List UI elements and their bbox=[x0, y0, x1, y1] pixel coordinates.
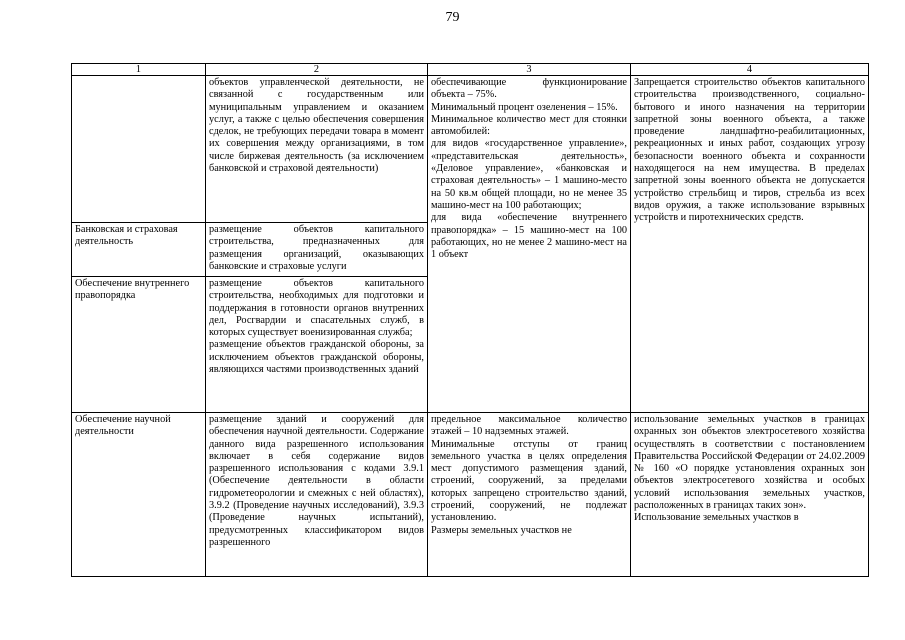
use-description-cell: размещение объектов капитального строительства, предназначенных для размещения организаций, оказывающих банковские и страховые услуги bbox=[206, 223, 428, 277]
use-type-cell bbox=[72, 76, 206, 223]
parameter-paragraph: Минимальный процент озеленения – 15%. bbox=[431, 101, 618, 113]
use-type-cell: Банковская и страховая деятельность bbox=[72, 223, 206, 277]
restrictions-cell bbox=[631, 413, 869, 577]
use-type-cell: Обеспечение научной деятельности bbox=[72, 413, 206, 577]
parameter-paragraph: Размеры земельных участков не bbox=[431, 524, 572, 536]
column-number: 4 bbox=[631, 64, 869, 76]
parameter-paragraph: Минимальные отступы от границ земельного участка в целях определения мест допустимого размещения зданий, строений, сооружений, за пределами которых запрещено строительство зданий, строений, сооружений, не подлежат установлению. bbox=[431, 438, 627, 524]
column-number-row bbox=[72, 64, 869, 76]
use-description-paragraph: размещение объектов капитального строительства, необходимых для подготовки и поддержания в готовности органов внутренних дел, Росгвардии и спасательных служб, в которых существует военизированная служба; bbox=[209, 278, 424, 339]
restriction-paragraph: Использование земельных участков в bbox=[634, 512, 799, 524]
use-type-cell: Обеспечение внутреннего правопорядка bbox=[72, 277, 206, 413]
use-description-cell: объектов управленческой деятельности, не связанной с государственным или муниципальным управлением и оказанием услуг, а также с целью обеспечения совершения сделок, не требующих передачи товара в момент их совершения между организациями, в том числе биржевая деятельность (за исключением банковской и страховой деятельности) bbox=[206, 76, 428, 223]
use-description-paragraph: размещение объектов гражданской обороны, за исключением объектов гражданской обороны, являющихся частями производственных зданий bbox=[209, 339, 424, 376]
parameters-cell bbox=[428, 76, 631, 413]
parameters-cell bbox=[428, 413, 631, 577]
restrictions-cell: Запрещается строительство объектов капитального строительства производственного, социально-бытового и иного назначения на территории запретной зоны военного объекта, а также проведение ландшафтно-реабилитационных, рекреационных и иных работ, создающих угрозу безопасности военного объекта и сохранности находящегося на нем имущества. В пределах запретной зоны военного объекта не допускается устройство стрельбищ и тиров, стрельба из всех видов оружия, а также использование взрывных устройств и пиротехнических средств. bbox=[631, 76, 869, 413]
parameter-paragraph: для видов «государственное управление», «представительская деятельность», «Деловое управление», «банковская и страховая деятельность» – 1 машино-место на 50 кв.м общей площади, но не менее 35 машино-мест на 100 работающих; bbox=[431, 138, 627, 211]
column-number: 3 bbox=[428, 64, 631, 76]
parameter-paragraph: для вида «обеспечение внутреннего правопорядка» – 15 машино-мест на 100 работающих, но не менее 2 машино-мест на 1 объект bbox=[431, 212, 627, 261]
use-description-cell: размещение зданий и сооружений для обеспечения научной деятельности. Содержание данного вида разрешенного использования включает в себя содержание видов разрешенного использования с кодами 3.9.1 (Обеспечение деятельности в области гидрометеорологии и смежных с ней областях), 3.9.2 (Проведение научных исследований), 3.9.3 (Проведение научных испытаний), предусмотренных классификатором видов разрешенного bbox=[206, 413, 428, 577]
parameter-paragraph: обеспечивающие функционирование объекта – 75%. bbox=[431, 77, 627, 101]
zoning-regulations-table bbox=[71, 63, 869, 577]
page-number: 79 bbox=[445, 10, 460, 25]
parameter-paragraph: Минимальное количество мест для стоянки автомобилей: bbox=[431, 113, 627, 138]
table-row bbox=[72, 413, 869, 577]
parameter-paragraph: предельное максимальное количество этажей – 10 надземных этажей. bbox=[431, 414, 627, 438]
column-number: 2 bbox=[206, 64, 428, 76]
restriction-paragraph: использование земельных участков в границах охранных зон объектов электросетевого хозяйства осуществлять в соответствии с постановлением Правительства Российской Федерации от 24.02.2009 № 160 «О порядке установления охранных зон объектов электросетевого хозяйства и особых условий использования земельных участков, расположенных в границах таких зон». bbox=[634, 414, 865, 512]
table-row bbox=[72, 76, 869, 223]
use-description-cell bbox=[206, 277, 428, 413]
column-number: 1 bbox=[72, 64, 206, 76]
